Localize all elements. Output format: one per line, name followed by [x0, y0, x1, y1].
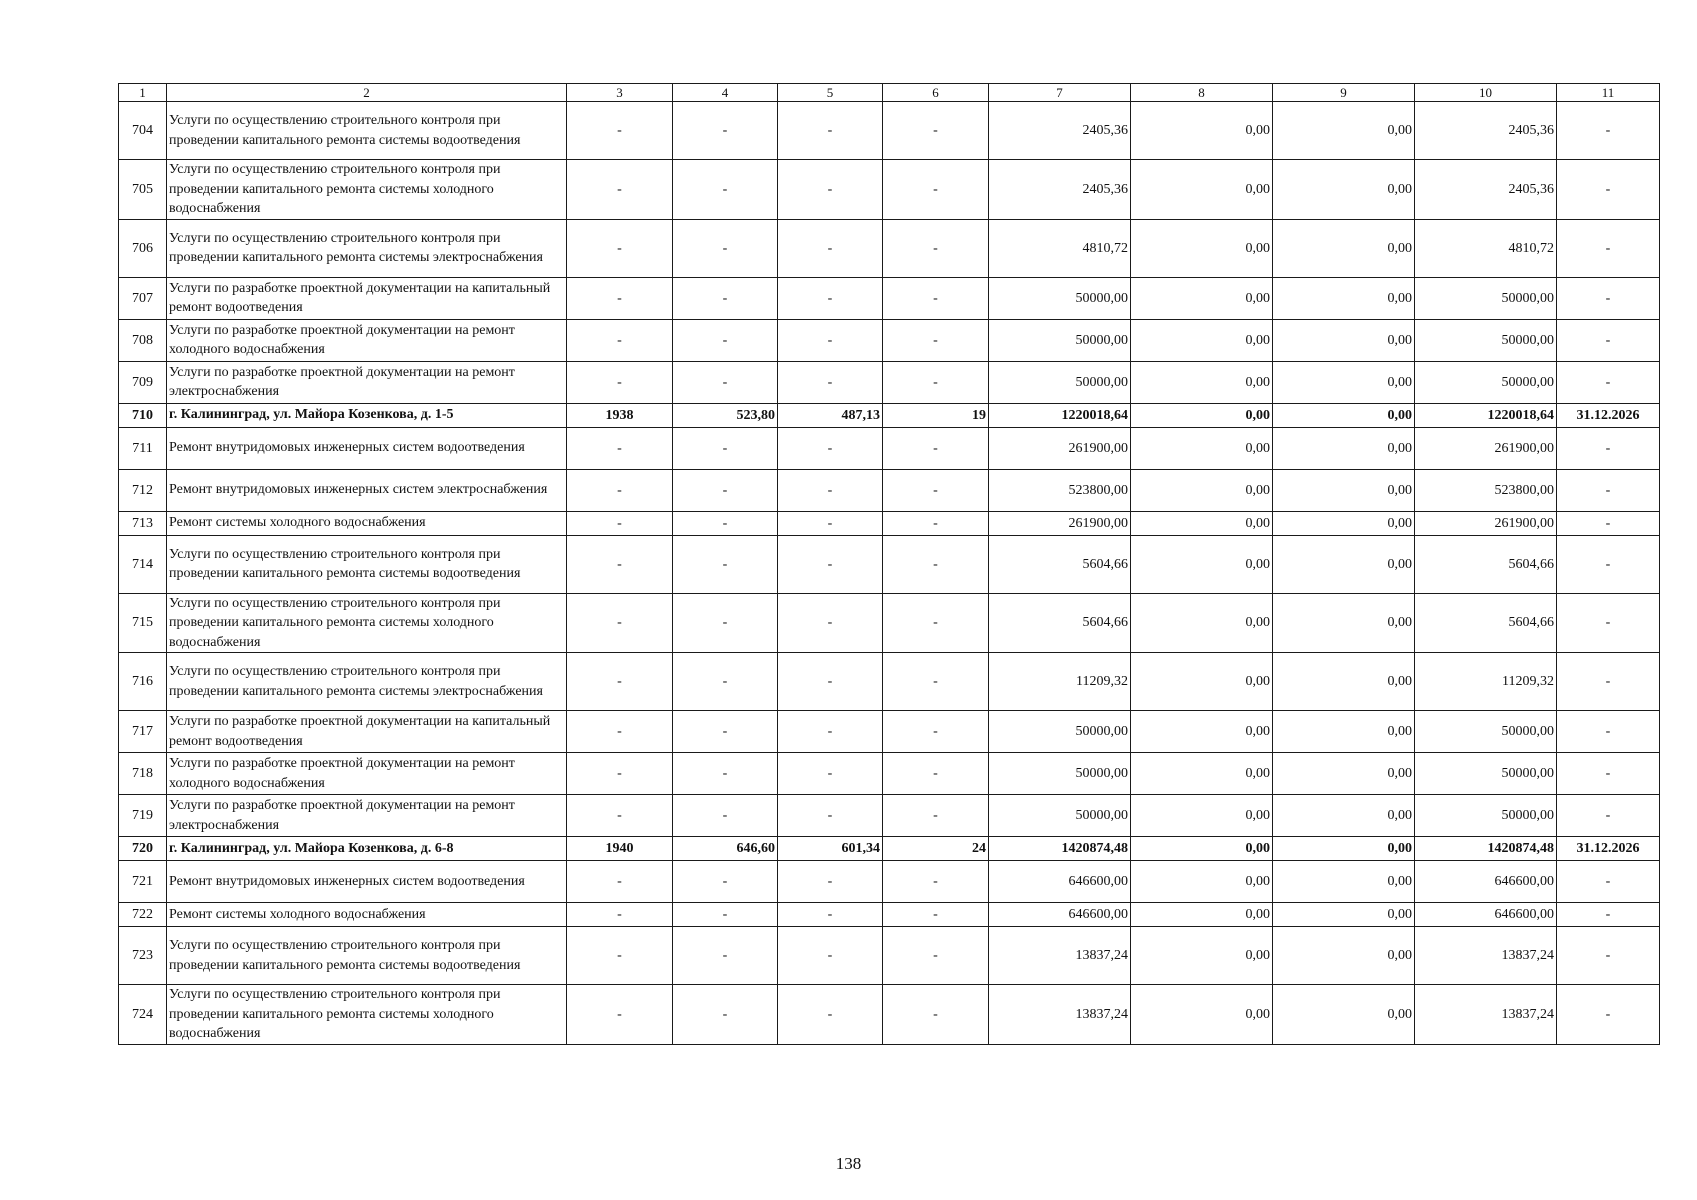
value-cell-col5: -: [778, 361, 883, 403]
value-cell-col4: -: [673, 361, 778, 403]
value-cell-col7: 261900,00: [989, 511, 1131, 535]
column-header: 7: [989, 84, 1131, 102]
item-name-cell: Ремонт внутридомовых инженерных систем водоотведения: [167, 427, 567, 469]
value-cell-col6: -: [883, 277, 989, 319]
value-cell-col7: 646600,00: [989, 861, 1131, 903]
value-cell-col4: -: [673, 985, 778, 1045]
value-cell-col5: -: [778, 861, 883, 903]
value-cell-col9: 0,00: [1273, 535, 1415, 593]
value-cell-col4: -: [673, 927, 778, 985]
value-cell-col8: 0,00: [1131, 511, 1273, 535]
item-name-cell: Ремонт внутридомовых инженерных систем водоотведения: [167, 861, 567, 903]
value-cell-col7: 13837,24: [989, 985, 1131, 1045]
value-cell-col6: -: [883, 795, 989, 837]
value-cell-col7: 50000,00: [989, 753, 1131, 795]
value-cell-col9: 0,00: [1273, 427, 1415, 469]
value-cell-col8: 0,00: [1131, 219, 1273, 277]
row-number-cell: 707: [119, 277, 167, 319]
value-cell-col11: -: [1557, 861, 1660, 903]
value-cell-col5: -: [778, 277, 883, 319]
table-row: [119, 535, 1660, 593]
value-cell-col4: -: [673, 511, 778, 535]
value-cell-col9: 0,00: [1273, 711, 1415, 753]
item-name-cell: Услуги по разработке проектной документации на ремонт электроснабжения: [167, 795, 567, 837]
value-cell-col3: -: [567, 535, 673, 593]
value-cell-col8: 0,00: [1131, 319, 1273, 361]
value-cell-col6: -: [883, 427, 989, 469]
value-cell-col8: 0,00: [1131, 361, 1273, 403]
value-cell-col9: 0,00: [1273, 403, 1415, 427]
value-cell-col3: 1940: [567, 837, 673, 861]
value-cell-col10: 4810,72: [1415, 219, 1557, 277]
value-cell-col7: 1220018,64: [989, 403, 1131, 427]
value-cell-col7: 50000,00: [989, 277, 1131, 319]
item-name-cell: Ремонт системы холодного водоснабжения: [167, 903, 567, 927]
value-cell-col6: -: [883, 361, 989, 403]
column-header: 6: [883, 84, 989, 102]
value-cell-col9: 0,00: [1273, 903, 1415, 927]
row-number-cell: 705: [119, 160, 167, 220]
value-cell-col4: -: [673, 795, 778, 837]
value-cell-col4: -: [673, 861, 778, 903]
table-row: [119, 927, 1660, 985]
row-number-cell: 721: [119, 861, 167, 903]
table-row: [119, 102, 1660, 160]
row-number-cell: 723: [119, 927, 167, 985]
value-cell-col8: 0,00: [1131, 653, 1273, 711]
column-header: 1: [119, 84, 167, 102]
value-cell-col7: 5604,66: [989, 535, 1131, 593]
item-name-cell: Услуги по осуществлению строительного контроля при проведении капитального ремонта системы водоотведения: [167, 535, 567, 593]
value-cell-col10: 50000,00: [1415, 711, 1557, 753]
value-cell-col4: -: [673, 903, 778, 927]
value-cell-col5: -: [778, 711, 883, 753]
document-page: [118, 83, 1659, 1045]
value-cell-col11: -: [1557, 319, 1660, 361]
value-cell-col7: 13837,24: [989, 927, 1131, 985]
value-cell-col11: -: [1557, 160, 1660, 220]
value-cell-col8: 0,00: [1131, 711, 1273, 753]
item-name-cell: Услуги по разработке проектной документации на ремонт холодного водоснабжения: [167, 319, 567, 361]
value-cell-col10: 2405,36: [1415, 160, 1557, 220]
table-row: [119, 711, 1660, 753]
value-cell-col5: -: [778, 903, 883, 927]
value-cell-col3: 1938: [567, 403, 673, 427]
value-cell-col4: -: [673, 535, 778, 593]
value-cell-col9: 0,00: [1273, 985, 1415, 1045]
value-cell-col4: -: [673, 427, 778, 469]
value-cell-col7: 11209,32: [989, 653, 1131, 711]
value-cell-col7: 50000,00: [989, 361, 1131, 403]
value-cell-col4: 523,80: [673, 403, 778, 427]
value-cell-col3: -: [567, 593, 673, 653]
table-row: [119, 361, 1660, 403]
value-cell-col9: 0,00: [1273, 861, 1415, 903]
value-cell-col4: -: [673, 711, 778, 753]
value-cell-col5: -: [778, 653, 883, 711]
value-cell-col6: -: [883, 511, 989, 535]
column-header: 10: [1415, 84, 1557, 102]
item-name-cell: Ремонт внутридомовых инженерных систем электроснабжения: [167, 469, 567, 511]
value-cell-col11: -: [1557, 511, 1660, 535]
value-cell-col10: 50000,00: [1415, 795, 1557, 837]
value-cell-col11: -: [1557, 469, 1660, 511]
value-cell-col10: 50000,00: [1415, 361, 1557, 403]
value-cell-col5: -: [778, 927, 883, 985]
value-cell-col7: 1420874,48: [989, 837, 1131, 861]
value-cell-col7: 2405,36: [989, 160, 1131, 220]
value-cell-col9: 0,00: [1273, 219, 1415, 277]
value-cell-col3: -: [567, 795, 673, 837]
value-cell-col3: -: [567, 219, 673, 277]
value-cell-col11: -: [1557, 361, 1660, 403]
value-cell-col5: -: [778, 319, 883, 361]
value-cell-col4: -: [673, 469, 778, 511]
value-cell-col4: -: [673, 219, 778, 277]
value-cell-col3: -: [567, 927, 673, 985]
table-row: [119, 511, 1660, 535]
item-name-cell: Услуги по осуществлению строительного контроля при проведении капитального ремонта системы водоотведения: [167, 927, 567, 985]
value-cell-col6: -: [883, 535, 989, 593]
value-cell-col11: 31.12.2026: [1557, 403, 1660, 427]
column-header: 4: [673, 84, 778, 102]
value-cell-col8: 0,00: [1131, 795, 1273, 837]
value-cell-col8: 0,00: [1131, 102, 1273, 160]
table-row: [119, 653, 1660, 711]
value-cell-col9: 0,00: [1273, 927, 1415, 985]
value-cell-col5: -: [778, 160, 883, 220]
value-cell-col6: -: [883, 219, 989, 277]
table-row: [119, 837, 1660, 861]
value-cell-col5: -: [778, 511, 883, 535]
table-row: [119, 861, 1660, 903]
value-cell-col7: 50000,00: [989, 319, 1131, 361]
row-number-cell: 724: [119, 985, 167, 1045]
value-cell-col5: 487,13: [778, 403, 883, 427]
value-cell-col10: 50000,00: [1415, 319, 1557, 361]
value-cell-col11: -: [1557, 102, 1660, 160]
value-cell-col8: 0,00: [1131, 903, 1273, 927]
value-cell-col5: -: [778, 985, 883, 1045]
value-cell-col3: -: [567, 469, 673, 511]
row-number-cell: 709: [119, 361, 167, 403]
value-cell-col9: 0,00: [1273, 753, 1415, 795]
value-cell-col11: -: [1557, 427, 1660, 469]
value-cell-col6: -: [883, 711, 989, 753]
value-cell-col11: -: [1557, 653, 1660, 711]
table-row: [119, 903, 1660, 927]
value-cell-col3: -: [567, 861, 673, 903]
value-cell-col11: -: [1557, 535, 1660, 593]
item-name-cell: Ремонт системы холодного водоснабжения: [167, 511, 567, 535]
value-cell-col8: 0,00: [1131, 927, 1273, 985]
value-cell-col9: 0,00: [1273, 102, 1415, 160]
item-name-cell: Услуги по осуществлению строительного контроля при проведении капитального ремонта системы электроснабжения: [167, 653, 567, 711]
value-cell-col6: -: [883, 927, 989, 985]
value-cell-col6: -: [883, 319, 989, 361]
value-cell-col11: -: [1557, 927, 1660, 985]
value-cell-col5: -: [778, 795, 883, 837]
value-cell-col7: 523800,00: [989, 469, 1131, 511]
value-cell-col6: -: [883, 985, 989, 1045]
item-name-cell: Услуги по осуществлению строительного контроля при проведении капитального ремонта системы холодного водоснабжения: [167, 593, 567, 653]
row-number-cell: 714: [119, 535, 167, 593]
column-header: 9: [1273, 84, 1415, 102]
value-cell-col7: 50000,00: [989, 711, 1131, 753]
value-cell-col10: 646600,00: [1415, 903, 1557, 927]
value-cell-col10: 646600,00: [1415, 861, 1557, 903]
value-cell-col11: -: [1557, 903, 1660, 927]
row-number-cell: 712: [119, 469, 167, 511]
value-cell-col3: -: [567, 653, 673, 711]
value-cell-col6: -: [883, 160, 989, 220]
item-name-cell: Услуги по разработке проектной документации на капитальный ремонт водоотведения: [167, 277, 567, 319]
value-cell-col9: 0,00: [1273, 319, 1415, 361]
value-cell-col9: 0,00: [1273, 511, 1415, 535]
value-cell-col10: 13837,24: [1415, 985, 1557, 1045]
value-cell-col9: 0,00: [1273, 795, 1415, 837]
column-header: 11: [1557, 84, 1660, 102]
value-cell-col7: 5604,66: [989, 593, 1131, 653]
item-name-cell: г. Калининград, ул. Майора Козенкова, д. 1-5: [167, 403, 567, 427]
value-cell-col8: 0,00: [1131, 160, 1273, 220]
value-cell-col11: -: [1557, 593, 1660, 653]
value-cell-col10: 5604,66: [1415, 535, 1557, 593]
value-cell-col6: 19: [883, 403, 989, 427]
value-cell-col5: -: [778, 753, 883, 795]
table-row: [119, 753, 1660, 795]
value-cell-col11: -: [1557, 219, 1660, 277]
column-header: 2: [167, 84, 567, 102]
row-number-cell: 713: [119, 511, 167, 535]
row-number-cell: 717: [119, 711, 167, 753]
value-cell-col9: 0,00: [1273, 361, 1415, 403]
value-cell-col4: -: [673, 277, 778, 319]
value-cell-col7: 4810,72: [989, 219, 1131, 277]
value-cell-col4: 646,60: [673, 837, 778, 861]
row-number-cell: 720: [119, 837, 167, 861]
value-cell-col9: 0,00: [1273, 469, 1415, 511]
row-number-cell: 716: [119, 653, 167, 711]
value-cell-col3: -: [567, 753, 673, 795]
value-cell-col8: 0,00: [1131, 427, 1273, 469]
row-number-cell: 706: [119, 219, 167, 277]
value-cell-col8: 0,00: [1131, 837, 1273, 861]
value-cell-col3: -: [567, 277, 673, 319]
item-name-cell: г. Калининград, ул. Майора Козенкова, д. 6-8: [167, 837, 567, 861]
value-cell-col9: 0,00: [1273, 277, 1415, 319]
value-cell-col11: -: [1557, 711, 1660, 753]
value-cell-col8: 0,00: [1131, 535, 1273, 593]
header-row: [119, 84, 1660, 102]
value-cell-col6: 24: [883, 837, 989, 861]
value-cell-col8: 0,00: [1131, 593, 1273, 653]
row-number-cell: 710: [119, 403, 167, 427]
page-number: 138: [835, 1154, 862, 1173]
table-row: [119, 160, 1660, 220]
table-row: [119, 277, 1660, 319]
table-row: [119, 219, 1660, 277]
value-cell-col6: -: [883, 903, 989, 927]
value-cell-col3: -: [567, 361, 673, 403]
column-header: 3: [567, 84, 673, 102]
value-cell-col4: -: [673, 593, 778, 653]
value-cell-col8: 0,00: [1131, 861, 1273, 903]
item-name-cell: Услуги по осуществлению строительного контроля при проведении капитального ремонта системы водоотведения: [167, 102, 567, 160]
value-cell-col8: 0,00: [1131, 469, 1273, 511]
column-header: 8: [1131, 84, 1273, 102]
value-cell-col8: 0,00: [1131, 753, 1273, 795]
value-cell-col3: -: [567, 903, 673, 927]
item-name-cell: Услуги по осуществлению строительного контроля при проведении капитального ремонта системы электроснабжения: [167, 219, 567, 277]
row-number-cell: 719: [119, 795, 167, 837]
value-cell-col3: -: [567, 160, 673, 220]
item-name-cell: Услуги по осуществлению строительного контроля при проведении капитального ремонта системы холодного водоснабжения: [167, 160, 567, 220]
value-cell-col4: -: [673, 102, 778, 160]
capital-repair-table: [118, 83, 1660, 1045]
table-row: [119, 403, 1660, 427]
value-cell-col7: 261900,00: [989, 427, 1131, 469]
value-cell-col5: -: [778, 102, 883, 160]
row-number-cell: 708: [119, 319, 167, 361]
item-name-cell: Услуги по разработке проектной документации на ремонт холодного водоснабжения: [167, 753, 567, 795]
value-cell-col5: -: [778, 427, 883, 469]
row-number-cell: 711: [119, 427, 167, 469]
value-cell-col3: -: [567, 511, 673, 535]
value-cell-col4: -: [673, 753, 778, 795]
value-cell-col3: -: [567, 319, 673, 361]
value-cell-col4: -: [673, 653, 778, 711]
value-cell-col3: -: [567, 102, 673, 160]
item-name-cell: Услуги по осуществлению строительного контроля при проведении капитального ремонта системы холодного водоснабжения: [167, 985, 567, 1045]
value-cell-col10: 13837,24: [1415, 927, 1557, 985]
item-name-cell: Услуги по разработке проектной документации на ремонт электроснабжения: [167, 361, 567, 403]
value-cell-col9: 0,00: [1273, 837, 1415, 861]
value-cell-col10: 50000,00: [1415, 753, 1557, 795]
value-cell-col7: 2405,36: [989, 102, 1131, 160]
value-cell-col11: -: [1557, 795, 1660, 837]
table-row: [119, 427, 1660, 469]
value-cell-col10: 261900,00: [1415, 511, 1557, 535]
value-cell-col10: 523800,00: [1415, 469, 1557, 511]
value-cell-col6: -: [883, 753, 989, 795]
table-row: [119, 319, 1660, 361]
value-cell-col3: -: [567, 985, 673, 1045]
value-cell-col8: 0,00: [1131, 277, 1273, 319]
row-number-cell: 704: [119, 102, 167, 160]
value-cell-col5: -: [778, 219, 883, 277]
value-cell-col6: -: [883, 593, 989, 653]
value-cell-col10: 2405,36: [1415, 102, 1557, 160]
row-number-cell: 722: [119, 903, 167, 927]
value-cell-col6: -: [883, 102, 989, 160]
item-name-cell: Услуги по разработке проектной документации на капитальный ремонт водоотведения: [167, 711, 567, 753]
value-cell-col9: 0,00: [1273, 160, 1415, 220]
value-cell-col10: 5604,66: [1415, 593, 1557, 653]
column-header: 5: [778, 84, 883, 102]
value-cell-col6: -: [883, 469, 989, 511]
value-cell-col9: 0,00: [1273, 593, 1415, 653]
table-row: [119, 795, 1660, 837]
value-cell-col4: -: [673, 160, 778, 220]
row-number-cell: 715: [119, 593, 167, 653]
value-cell-col10: 50000,00: [1415, 277, 1557, 319]
value-cell-col10: 1420874,48: [1415, 837, 1557, 861]
value-cell-col11: 31.12.2026: [1557, 837, 1660, 861]
row-number-cell: 718: [119, 753, 167, 795]
value-cell-col11: -: [1557, 277, 1660, 319]
table-row: [119, 469, 1660, 511]
table-row: [119, 593, 1660, 653]
value-cell-col3: -: [567, 427, 673, 469]
value-cell-col5: -: [778, 469, 883, 511]
table-row: [119, 985, 1660, 1045]
value-cell-col7: 50000,00: [989, 795, 1131, 837]
value-cell-col8: 0,00: [1131, 403, 1273, 427]
value-cell-col5: 601,34: [778, 837, 883, 861]
value-cell-col4: -: [673, 319, 778, 361]
value-cell-col8: 0,00: [1131, 985, 1273, 1045]
value-cell-col6: -: [883, 861, 989, 903]
value-cell-col11: -: [1557, 985, 1660, 1045]
value-cell-col10: 11209,32: [1415, 653, 1557, 711]
value-cell-col3: -: [567, 711, 673, 753]
value-cell-col11: -: [1557, 753, 1660, 795]
value-cell-col10: 261900,00: [1415, 427, 1557, 469]
value-cell-col5: -: [778, 535, 883, 593]
value-cell-col5: -: [778, 593, 883, 653]
value-cell-col6: -: [883, 653, 989, 711]
value-cell-col9: 0,00: [1273, 653, 1415, 711]
value-cell-col10: 1220018,64: [1415, 403, 1557, 427]
value-cell-col7: 646600,00: [989, 903, 1131, 927]
